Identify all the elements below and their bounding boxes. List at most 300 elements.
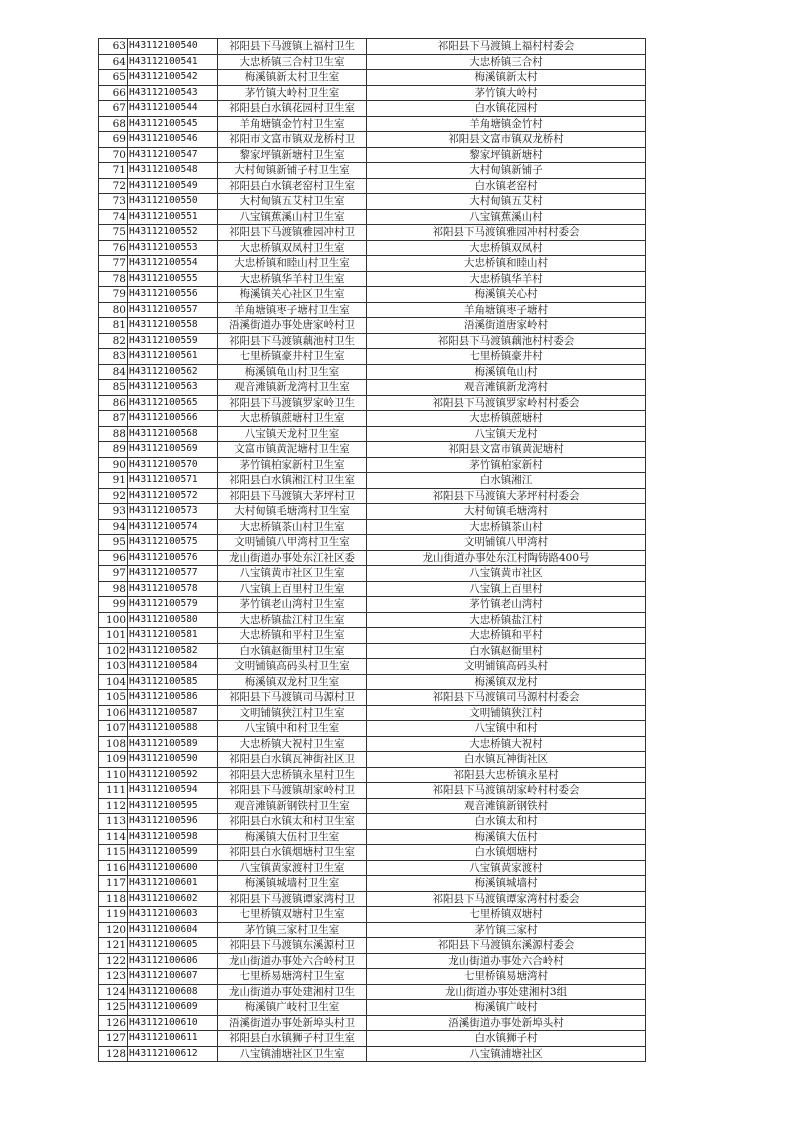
clinic-code-cell: H43112100547 [128, 147, 218, 163]
clinic-address-cell: 八宝镇蕉溪山村 [367, 209, 646, 225]
row-number-cell: 86 [99, 395, 128, 411]
table-row [99, 891, 646, 907]
clinic-name-cell: 祁阳县下马渡镇上福村卫生 [218, 39, 367, 55]
table-row [99, 349, 646, 365]
clinic-name-cell: 祁阳县下马渡镇罗家岭卫生 [218, 395, 367, 411]
clinic-code-cell: H43112100557 [128, 302, 218, 318]
clinic-code-cell: H43112100542 [128, 70, 218, 86]
table-row [99, 116, 646, 132]
clinic-name-cell: 黎家坪镇新塘村卫生室 [218, 147, 367, 163]
clinic-address-cell: 梅溪镇新太村 [367, 70, 646, 86]
clinic-name-cell: 祁阳县下马渡镇司马源村卫 [218, 690, 367, 706]
table-row [99, 163, 646, 179]
clinic-name-cell: 浯溪街道办事处唐家岭村卫 [218, 318, 367, 334]
clinic-name-cell: 龙山街道办事处建湘村卫生 [218, 984, 367, 1000]
clinic-code-cell: H43112100586 [128, 690, 218, 706]
table-row [99, 132, 646, 148]
clinic-name-cell: 梅溪镇关心社区卫生室 [218, 287, 367, 303]
clinic-address-cell: 祁阳县下马渡镇东溪源村委会 [367, 938, 646, 954]
clinic-address-cell: 七里桥镇双塘村 [367, 907, 646, 923]
clinic-code-cell: H43112100610 [128, 1015, 218, 1031]
row-number-cell: 81 [99, 318, 128, 334]
table-row [99, 271, 646, 287]
clinic-address-cell: 祁阳县下马渡镇雅园冲村村委会 [367, 225, 646, 241]
row-number-cell: 79 [99, 287, 128, 303]
clinic-name-cell: 观音滩镇新钢铁村卫生室 [218, 798, 367, 814]
clinic-name-cell: 梅溪镇双龙村卫生室 [218, 674, 367, 690]
clinic-address-cell: 祁阳县下马渡镇藕池村村委会 [367, 333, 646, 349]
clinic-code-cell: H43112100541 [128, 54, 218, 70]
clinic-code-cell: H43112100559 [128, 333, 218, 349]
clinic-name-cell: 龙山街道办事处六合岭村卫 [218, 953, 367, 969]
table-row [99, 705, 646, 721]
clinic-code-cell: H43112100598 [128, 829, 218, 845]
row-number-cell: 124 [99, 984, 128, 1000]
clinic-code-cell: H43112100556 [128, 287, 218, 303]
clinic-code-cell: H43112100553 [128, 240, 218, 256]
table-row [99, 504, 646, 520]
clinic-name-cell: 大忠桥镇三合村卫生室 [218, 54, 367, 70]
table-row [99, 612, 646, 628]
clinic-code-cell: H43112100549 [128, 178, 218, 194]
clinic-name-cell: 祁阳县下马渡镇藕池村卫生 [218, 333, 367, 349]
clinic-name-cell: 八宝镇中和村卫生室 [218, 721, 367, 737]
clinic-name-cell: 大村甸镇毛塘湾村卫生室 [218, 504, 367, 520]
row-number-cell: 107 [99, 721, 128, 737]
clinic-name-cell: 祁阳县下马渡镇大茅坪村卫 [218, 488, 367, 504]
row-number-cell: 109 [99, 752, 128, 768]
clinic-code-cell: H43112100601 [128, 876, 218, 892]
table-row [99, 938, 646, 954]
table-row [99, 752, 646, 768]
row-number-cell: 108 [99, 736, 128, 752]
table-row [99, 1046, 646, 1062]
row-number-cell: 102 [99, 643, 128, 659]
clinic-address-cell: 茅竹镇大岭村 [367, 85, 646, 101]
row-number-cell: 85 [99, 380, 128, 396]
clinic-name-cell: 祁阳县白水镇花园村卫生室 [218, 101, 367, 117]
clinic-address-cell: 白水镇瓦神街社区 [367, 752, 646, 768]
clinic-name-cell: 大村甸镇新铺子村卫生室 [218, 163, 367, 179]
table-row [99, 907, 646, 923]
table-row [99, 147, 646, 163]
clinic-code-cell: H43112100562 [128, 364, 218, 380]
table-row [99, 535, 646, 551]
row-number-cell: 73 [99, 194, 128, 210]
clinic-code-cell: H43112100546 [128, 132, 218, 148]
clinic-code-cell: H43112100578 [128, 581, 218, 597]
clinic-name-cell: 祁阳县白水镇老窑村卫生室 [218, 178, 367, 194]
clinic-name-cell: 祁阳县白水镇太和村卫生室 [218, 814, 367, 830]
clinic-address-cell: 梅溪镇龟山村 [367, 364, 646, 380]
clinic-name-cell: 大忠桥镇茶山村卫生室 [218, 519, 367, 535]
clinic-address-cell: 八宝镇黄家渡村 [367, 860, 646, 876]
clinic-address-cell: 大忠桥镇茶山村 [367, 519, 646, 535]
clinic-address-cell: 观音滩镇新钢铁村 [367, 798, 646, 814]
table-row [99, 411, 646, 427]
clinic-name-cell: 大忠桥镇华羊村卫生室 [218, 271, 367, 287]
clinic-name-cell: 祁阳县下马渡镇雅园冲村卫 [218, 225, 367, 241]
clinic-name-cell: 七里桥易塘湾村卫生室 [218, 969, 367, 985]
row-number-cell: 77 [99, 256, 128, 272]
clinic-code-cell: H43112100572 [128, 488, 218, 504]
clinic-address-cell: 大忠桥镇蔗塘村 [367, 411, 646, 427]
clinic-code-cell: H43112100573 [128, 504, 218, 520]
clinic-name-cell: 茅竹镇三家村卫生室 [218, 922, 367, 938]
clinic-address-cell: 大忠桥镇和睦山村 [367, 256, 646, 272]
clinic-code-cell: H43112100575 [128, 535, 218, 551]
row-number-cell: 99 [99, 597, 128, 613]
row-number-cell: 112 [99, 798, 128, 814]
clinic-address-cell: 祁阳县文富市镇双龙桥村 [367, 132, 646, 148]
clinic-address-cell: 羊角塘镇枣子塘村 [367, 302, 646, 318]
clinic-code-cell: H43112100571 [128, 473, 218, 489]
clinic-name-cell: 祁阳县下马渡镇谭家湾村卫 [218, 891, 367, 907]
clinic-code-cell: H43112100594 [128, 783, 218, 799]
clinic-code-cell: H43112100551 [128, 209, 218, 225]
table-row [99, 256, 646, 272]
row-number-cell: 84 [99, 364, 128, 380]
clinic-address-cell: 祁阳县下马渡镇胡家岭村村委会 [367, 783, 646, 799]
clinic-code-cell: H43112100604 [128, 922, 218, 938]
row-number-cell: 90 [99, 457, 128, 473]
row-number-cell: 76 [99, 240, 128, 256]
clinic-address-cell: 大忠桥镇和平村 [367, 628, 646, 644]
clinic-name-cell: 梅溪镇广岐村卫生室 [218, 1000, 367, 1016]
row-number-cell: 71 [99, 163, 128, 179]
clinic-address-cell: 大忠桥镇华羊村 [367, 271, 646, 287]
table-row [99, 984, 646, 1000]
row-number-cell: 119 [99, 907, 128, 923]
table-row [99, 333, 646, 349]
clinic-name-cell: 大忠桥镇盐江村卫生室 [218, 612, 367, 628]
clinic-name-cell: 梅溪镇城墙村卫生室 [218, 876, 367, 892]
clinic-address-cell: 大村甸镇五艾村 [367, 194, 646, 210]
table-row [99, 643, 646, 659]
table-row [99, 194, 646, 210]
row-number-cell: 100 [99, 612, 128, 628]
row-number-cell: 97 [99, 566, 128, 582]
clinic-code-cell: H43112100543 [128, 85, 218, 101]
row-number-cell: 87 [99, 411, 128, 427]
table-row [99, 829, 646, 845]
table-row [99, 442, 646, 458]
table-row [99, 550, 646, 566]
clinic-address-cell: 茅竹镇老山湾村 [367, 597, 646, 613]
clinic-address-cell: 大忠桥镇双凤村 [367, 240, 646, 256]
table-row [99, 953, 646, 969]
row-number-cell: 98 [99, 581, 128, 597]
clinic-address-cell: 祁阳县下马渡镇谭家湾村村委会 [367, 891, 646, 907]
clinic-name-cell: 羊角塘镇金竹村卫生室 [218, 116, 367, 132]
clinic-name-cell: 文明铺镇八甲湾村卫生室 [218, 535, 367, 551]
clinic-address-cell: 文明铺镇八甲湾村 [367, 535, 646, 551]
table-row [99, 814, 646, 830]
clinic-code-cell: H43112100590 [128, 752, 218, 768]
row-number-cell: 63 [99, 39, 128, 55]
clinic-code-cell: H43112100585 [128, 674, 218, 690]
clinic-code-cell: H43112100565 [128, 395, 218, 411]
table-row [99, 302, 646, 318]
clinic-address-cell: 浯溪街道办事处新埠头村 [367, 1015, 646, 1031]
clinic-address-cell: 文明铺镇狭江村 [367, 705, 646, 721]
clinic-address-cell: 白水镇烟塘村 [367, 845, 646, 861]
table-row [99, 922, 646, 938]
clinic-name-cell: 祁阳县下马渡镇东溪源村卫 [218, 938, 367, 954]
clinic-address-cell: 梅溪镇关心村 [367, 287, 646, 303]
clinic-address-cell: 观音滩镇新龙湾村 [367, 380, 646, 396]
clinic-code-cell: H43112100581 [128, 628, 218, 644]
clinic-address-cell: 白水镇老窑村 [367, 178, 646, 194]
table-row [99, 721, 646, 737]
clinic-code-cell: H43112100554 [128, 256, 218, 272]
table-row [99, 318, 646, 334]
row-number-cell: 83 [99, 349, 128, 365]
row-number-cell: 101 [99, 628, 128, 644]
clinic-code-cell: H43112100579 [128, 597, 218, 613]
row-number-cell: 78 [99, 271, 128, 287]
clinic-code-cell: H43112100566 [128, 411, 218, 427]
clinic-address-cell: 七里桥镇豪井村 [367, 349, 646, 365]
row-number-cell: 74 [99, 209, 128, 225]
table-row [99, 364, 646, 380]
clinic-code-cell: H43112100577 [128, 566, 218, 582]
clinic-code-cell: H43112100611 [128, 1031, 218, 1047]
table-row [99, 876, 646, 892]
clinic-address-cell: 龙山街道办事处东江村陶铸路400号 [367, 550, 646, 566]
clinic-code-cell: H43112100587 [128, 705, 218, 721]
row-number-cell: 89 [99, 442, 128, 458]
clinic-name-cell: 大忠桥镇和平村卫生室 [218, 628, 367, 644]
clinic-name-cell: 祁阳市文富市镇双龙桥村卫 [218, 132, 367, 148]
row-number-cell: 105 [99, 690, 128, 706]
clinic-name-cell: 祁阳县白水镇湘江村卫生室 [218, 473, 367, 489]
table-row [99, 473, 646, 489]
row-number-cell: 88 [99, 426, 128, 442]
clinic-address-cell: 七里桥镇易塘湾村 [367, 969, 646, 985]
clinic-table [98, 38, 646, 1062]
clinic-address-cell: 大忠桥镇大祝村 [367, 736, 646, 752]
table-row [99, 178, 646, 194]
clinic-address-cell: 八宝镇中和村 [367, 721, 646, 737]
table-row [99, 287, 646, 303]
row-number-cell: 95 [99, 535, 128, 551]
table-row [99, 54, 646, 70]
clinic-address-cell: 八宝镇上百里村 [367, 581, 646, 597]
clinic-name-cell: 大忠桥镇和睦山村卫生室 [218, 256, 367, 272]
clinic-name-cell: 龙山街道办事处东江社区委 [218, 550, 367, 566]
clinic-code-cell: H43112100605 [128, 938, 218, 954]
table-row [99, 380, 646, 396]
row-number-cell: 113 [99, 814, 128, 830]
table-row [99, 39, 646, 55]
clinic-address-cell: 祁阳县下马渡镇罗家岭村村委会 [367, 395, 646, 411]
clinic-address-cell: 梅溪镇双龙村 [367, 674, 646, 690]
clinic-name-cell: 祁阳县白水镇瓦神街社区卫 [218, 752, 367, 768]
clinic-address-cell: 祁阳县下马渡镇上福村村委会 [367, 39, 646, 55]
clinic-name-cell: 茅竹镇老山湾村卫生室 [218, 597, 367, 613]
clinic-name-cell: 梅溪镇大伍村卫生室 [218, 829, 367, 845]
row-number-cell: 94 [99, 519, 128, 535]
row-number-cell: 96 [99, 550, 128, 566]
table-row [99, 597, 646, 613]
clinic-code-cell: H43112100569 [128, 442, 218, 458]
table-row [99, 488, 646, 504]
table-row [99, 101, 646, 117]
clinic-address-cell: 白水镇狮子村 [367, 1031, 646, 1047]
clinic-code-cell: H43112100552 [128, 225, 218, 241]
clinic-name-cell: 八宝镇浦塘社区卫生室 [218, 1046, 367, 1062]
clinic-name-cell: 祁阳县白水镇狮子村卫生室 [218, 1031, 367, 1047]
row-number-cell: 117 [99, 876, 128, 892]
row-number-cell: 68 [99, 116, 128, 132]
clinic-address-cell: 龙山街道办事处六合岭村 [367, 953, 646, 969]
clinic-name-cell: 梅溪镇新太村卫生室 [218, 70, 367, 86]
clinic-code-cell: H43112100545 [128, 116, 218, 132]
clinic-code-cell: H43112100563 [128, 380, 218, 396]
clinic-name-cell: 白水镇赵衙里村卫生室 [218, 643, 367, 659]
clinic-name-cell: 祁阳县大忠桥镇永星村卫生 [218, 767, 367, 783]
clinic-code-cell: H43112100576 [128, 550, 218, 566]
clinic-address-cell: 黎家坪镇新塘村 [367, 147, 646, 163]
clinic-name-cell: 浯溪街道办事处新埠头村卫 [218, 1015, 367, 1031]
table-row [99, 690, 646, 706]
clinic-code-cell: H43112100603 [128, 907, 218, 923]
clinic-address-cell: 祁阳县下马渡镇大茅坪村村委会 [367, 488, 646, 504]
clinic-code-cell: H43112100555 [128, 271, 218, 287]
table-row [99, 457, 646, 473]
clinic-address-cell: 大村甸镇新铺子 [367, 163, 646, 179]
table-row [99, 767, 646, 783]
clinic-name-cell: 观音滩镇新龙湾村卫生室 [218, 380, 367, 396]
clinic-name-cell: 大忠桥镇大祝村卫生室 [218, 736, 367, 752]
clinic-table-body [99, 39, 646, 1062]
clinic-address-cell: 白水镇赵衙里村 [367, 643, 646, 659]
row-number-cell: 80 [99, 302, 128, 318]
clinic-address-cell: 文明铺镇高码头村 [367, 659, 646, 675]
row-number-cell: 118 [99, 891, 128, 907]
clinic-code-cell: H43112100592 [128, 767, 218, 783]
clinic-name-cell: 八宝镇蕉溪山村卫生室 [218, 209, 367, 225]
row-number-cell: 106 [99, 705, 128, 721]
clinic-name-cell: 大村甸镇五艾村卫生室 [218, 194, 367, 210]
row-number-cell: 115 [99, 845, 128, 861]
clinic-name-cell: 八宝镇黄市社区卫生室 [218, 566, 367, 582]
row-number-cell: 103 [99, 659, 128, 675]
row-number-cell: 123 [99, 969, 128, 985]
row-number-cell: 114 [99, 829, 128, 845]
table-row [99, 426, 646, 442]
table-row [99, 225, 646, 241]
table-row [99, 674, 646, 690]
row-number-cell: 91 [99, 473, 128, 489]
table-row [99, 209, 646, 225]
clinic-code-cell: H43112100606 [128, 953, 218, 969]
clinic-name-cell: 大忠桥镇双凤村卫生室 [218, 240, 367, 256]
clinic-name-cell: 大忠桥镇蔗塘村卫生室 [218, 411, 367, 427]
clinic-address-cell: 祁阳县下马渡镇司马源村村委会 [367, 690, 646, 706]
clinic-code-cell: H43112100574 [128, 519, 218, 535]
clinic-address-cell: 龙山街道办事处建湘村3组 [367, 984, 646, 1000]
clinic-name-cell: 茅竹镇柏家新村卫生室 [218, 457, 367, 473]
clinic-name-cell: 八宝镇上百里村卫生室 [218, 581, 367, 597]
row-number-cell: 65 [99, 70, 128, 86]
table-row [99, 845, 646, 861]
row-number-cell: 82 [99, 333, 128, 349]
clinic-code-cell: H43112100602 [128, 891, 218, 907]
clinic-code-cell: H43112100599 [128, 845, 218, 861]
clinic-address-cell: 八宝镇天龙村 [367, 426, 646, 442]
clinic-code-cell: H43112100568 [128, 426, 218, 442]
clinic-code-cell: H43112100607 [128, 969, 218, 985]
clinic-code-cell: H43112100589 [128, 736, 218, 752]
table-row [99, 1031, 646, 1047]
clinic-code-cell: H43112100540 [128, 39, 218, 55]
row-number-cell: 69 [99, 132, 128, 148]
row-number-cell: 126 [99, 1015, 128, 1031]
clinic-code-cell: H43112100612 [128, 1046, 218, 1062]
clinic-name-cell: 梅溪镇龟山村卫生室 [218, 364, 367, 380]
clinic-address-cell: 梅溪镇大伍村 [367, 829, 646, 845]
clinic-code-cell: H43112100548 [128, 163, 218, 179]
table-row [99, 395, 646, 411]
table-row [99, 969, 646, 985]
row-number-cell: 122 [99, 953, 128, 969]
clinic-address-cell: 祁阳县大忠桥镇永星村 [367, 767, 646, 783]
clinic-name-cell: 文明铺镇狭江村卫生室 [218, 705, 367, 721]
clinic-address-cell: 茅竹镇三家村 [367, 922, 646, 938]
clinic-code-cell: H43112100582 [128, 643, 218, 659]
table-row [99, 70, 646, 86]
clinic-address-cell: 茅竹镇柏家新村 [367, 457, 646, 473]
clinic-name-cell: 羊角塘镇枣子塘村卫生室 [218, 302, 367, 318]
table-row [99, 519, 646, 535]
row-number-cell: 93 [99, 504, 128, 520]
clinic-address-cell: 大忠桥镇三合村 [367, 54, 646, 70]
clinic-name-cell: 八宝镇黄家渡村卫生室 [218, 860, 367, 876]
table-row [99, 798, 646, 814]
clinic-address-cell: 梅溪镇城墙村 [367, 876, 646, 892]
clinic-code-cell: H43112100600 [128, 860, 218, 876]
clinic-code-cell: H43112100608 [128, 984, 218, 1000]
clinic-name-cell: 祁阳县白水镇烟塘村卫生室 [218, 845, 367, 861]
clinic-code-cell: H43112100580 [128, 612, 218, 628]
table-row [99, 736, 646, 752]
clinic-code-cell: H43112100595 [128, 798, 218, 814]
clinic-name-cell: 八宝镇天龙村卫生室 [218, 426, 367, 442]
row-number-cell: 64 [99, 54, 128, 70]
clinic-address-cell: 白水镇太和村 [367, 814, 646, 830]
table-row [99, 240, 646, 256]
row-number-cell: 128 [99, 1046, 128, 1062]
clinic-code-cell: H43112100609 [128, 1000, 218, 1016]
row-number-cell: 121 [99, 938, 128, 954]
table-row [99, 659, 646, 675]
row-number-cell: 92 [99, 488, 128, 504]
row-number-cell: 120 [99, 922, 128, 938]
table-row [99, 1000, 646, 1016]
row-number-cell: 110 [99, 767, 128, 783]
row-number-cell: 75 [99, 225, 128, 241]
clinic-name-cell: 文富市镇黄泥塘村卫生室 [218, 442, 367, 458]
row-number-cell: 111 [99, 783, 128, 799]
clinic-code-cell: H43112100561 [128, 349, 218, 365]
row-number-cell: 125 [99, 1000, 128, 1016]
clinic-address-cell: 浯溪街道唐家岭村 [367, 318, 646, 334]
clinic-name-cell: 祁阳县下马渡镇胡家岭村卫 [218, 783, 367, 799]
clinic-name-cell: 文明铺镇高码头村卫生室 [218, 659, 367, 675]
clinic-address-cell: 八宝镇黄市社区 [367, 566, 646, 582]
